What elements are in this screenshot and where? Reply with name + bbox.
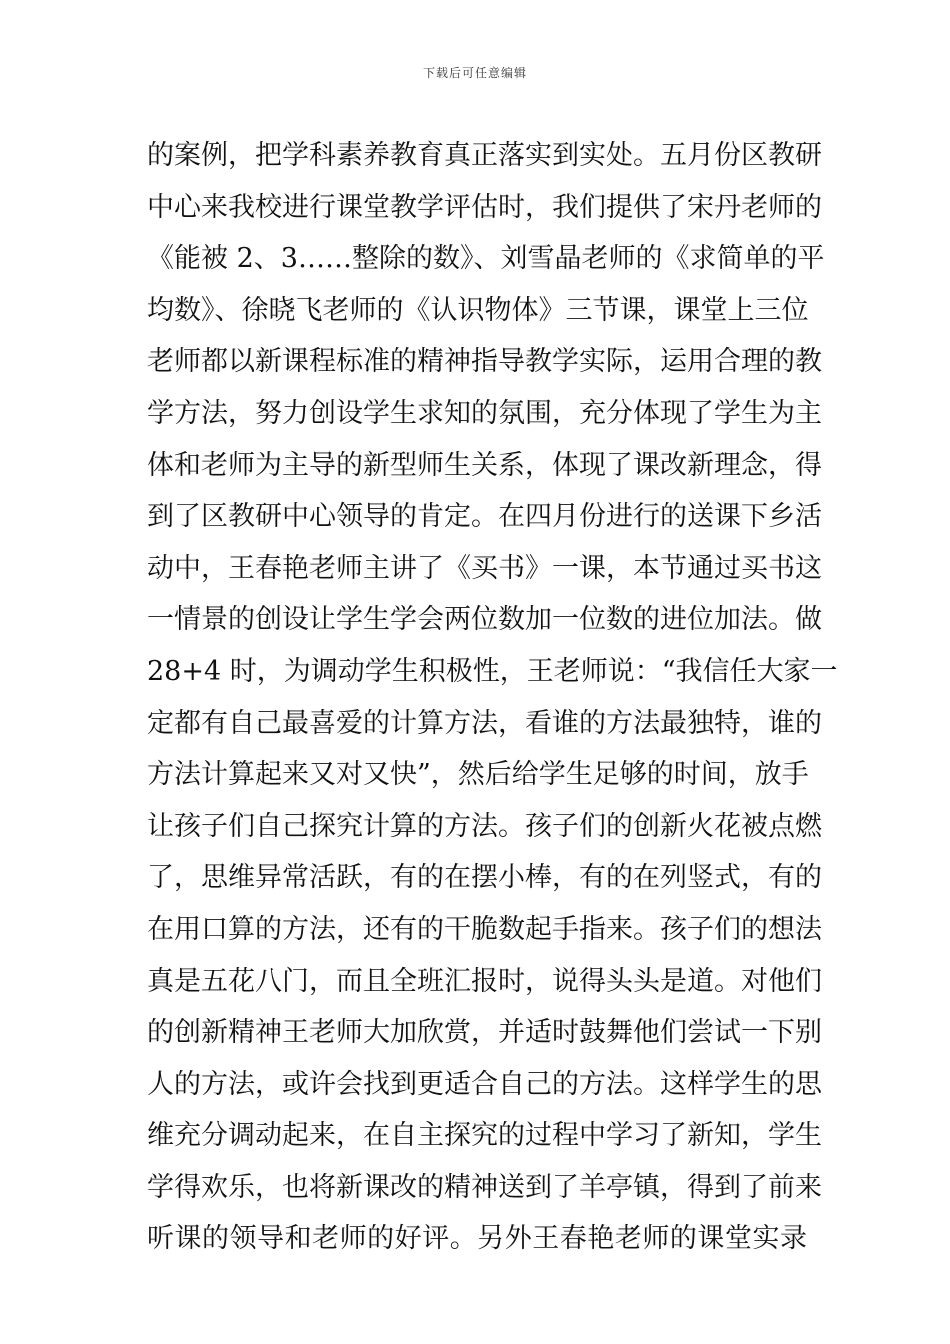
text-line: 动中，王春艳老师主讲了《买书》一课，本节通过买书这: [147, 552, 822, 584]
text-line: 《能被 2、3……整除的数》、刘雪晶老师的《求简单的平: [147, 243, 825, 275]
text-line: 一情景的创设让学生学会两位数加一位数的进位加法。做: [147, 604, 822, 636]
text-line: 均数》、徐晓飞老师的《认识物体》三节课，课堂上三位: [147, 294, 809, 326]
text-line: 老师都以新课程标准的精神指导教学实际，运用合理的教: [147, 346, 822, 378]
text-line: 真是五花八门，而且全班汇报时，说得头头是道。对他们: [147, 965, 822, 997]
text-line: 方法计算起来又对又快”，然后给学生足够的时间，放手: [147, 759, 809, 791]
header-note: 下载后可任意编辑: [422, 66, 527, 80]
text-line: 学方法，努力创设学生求知的氛围，充分体现了学生为主: [147, 397, 822, 429]
text-line: 学得欢乐，也将新课改的精神送到了羊亭镇，得到了前来: [147, 1171, 822, 1203]
text-line: 的案例，把学科素养教育真正落实到实处。五月份区教研: [147, 140, 822, 171]
text-line: 体和老师为主导的新型师生关系，体现了课改新理念，得: [147, 449, 822, 481]
text-line: 在用口算的方法，还有的干脆数起手指来。孩子们的想法: [147, 913, 822, 945]
text-line: 28+4 时，为调动学生积极性，王老师说：“我信任大家一: [147, 655, 838, 687]
text-line: 维充分调动起来，在自主探究的过程中学习了新知，学生: [147, 1120, 822, 1152]
text-line: 了，思维异常活跃，有的在摆小棒，有的在列竖式，有的: [147, 862, 822, 894]
text-line: 中心来我校进行课堂教学评估时，我们提供了宋丹老师的: [147, 191, 822, 223]
text-line: 人的方法，或许会找到更适合自己的方法。这样学生的思: [147, 1068, 822, 1100]
text-line: 让孩子们自己探究计算的方法。孩子们的创新火花被点燃: [147, 810, 822, 842]
body-text: [147, 130, 838, 1265]
text-line: 定都有自己最喜爱的计算方法，看谁的方法最独特，谁的: [147, 707, 822, 739]
text-line: 到了区教研中心领导的肯定。在四月份进行的送课下乡活: [147, 501, 822, 533]
text-line: 听课的领导和老师的好评。另外王春艳老师的课堂实录: [147, 1223, 807, 1255]
text-line: 的创新精神王老师大加欣赏，并适时鼓舞他们尝试一下别: [147, 1017, 822, 1049]
